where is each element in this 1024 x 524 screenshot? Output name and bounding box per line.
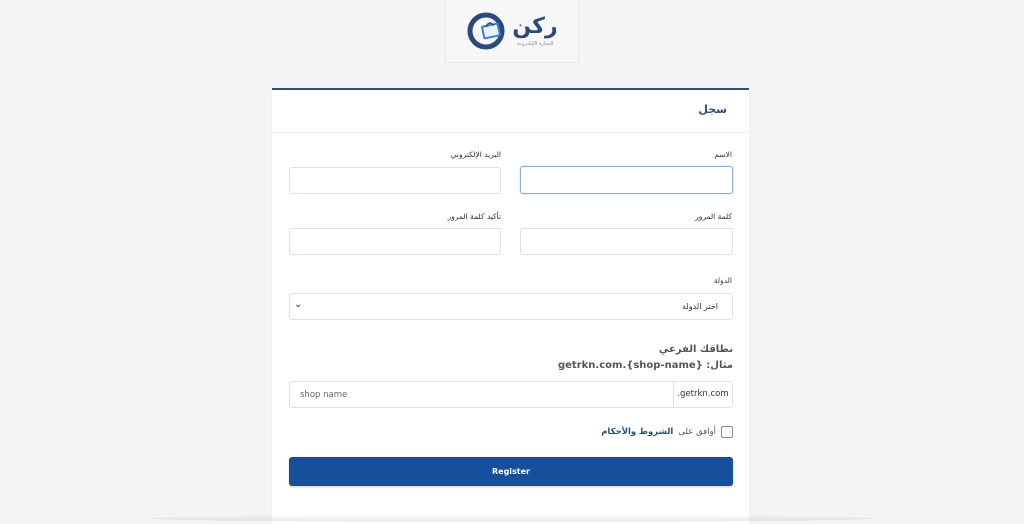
logo-tagline: للتجارة الإلكترونية [516,41,554,47]
confirm-password-input[interactable] [289,228,501,255]
terms-checkbox[interactable] [721,426,733,438]
email-label: البريد الإلكتروني [450,150,501,159]
domain-suffix: .getrkn.com [673,381,733,408]
register-button[interactable]: Register [289,457,733,486]
terms-row [601,426,733,438]
email-input[interactable] [289,167,501,194]
subdomain-example: مثال: {shop-name}.getrkn.com [557,360,733,371]
card-shadow [150,515,874,522]
terms-link[interactable]: الشروط والأحكام [601,427,674,437]
logo [445,0,579,63]
card-header [272,90,749,133]
country-select-value: اختر الدولة [682,302,718,311]
password-label: كلمة المرور [695,212,732,221]
shopping-bag-logo-icon [466,11,506,51]
confirm-password-label: تأكيد كلمة المرور [447,212,501,221]
terms-prefix: أوافق على [678,427,716,437]
logo-wordmark: ركن [512,14,558,39]
shop-name-input[interactable] [289,381,674,408]
password-input[interactable] [520,228,733,255]
name-label: الاسم [714,150,732,159]
country-select[interactable] [289,293,733,320]
country-label: الدولة [713,276,732,285]
name-input[interactable] [520,166,733,194]
register-card [272,88,749,524]
subdomain-title: نطاقك الفرعي [658,344,733,355]
page-title: سجل [698,103,727,116]
chevron-down-icon: ⌄ [294,299,303,310]
